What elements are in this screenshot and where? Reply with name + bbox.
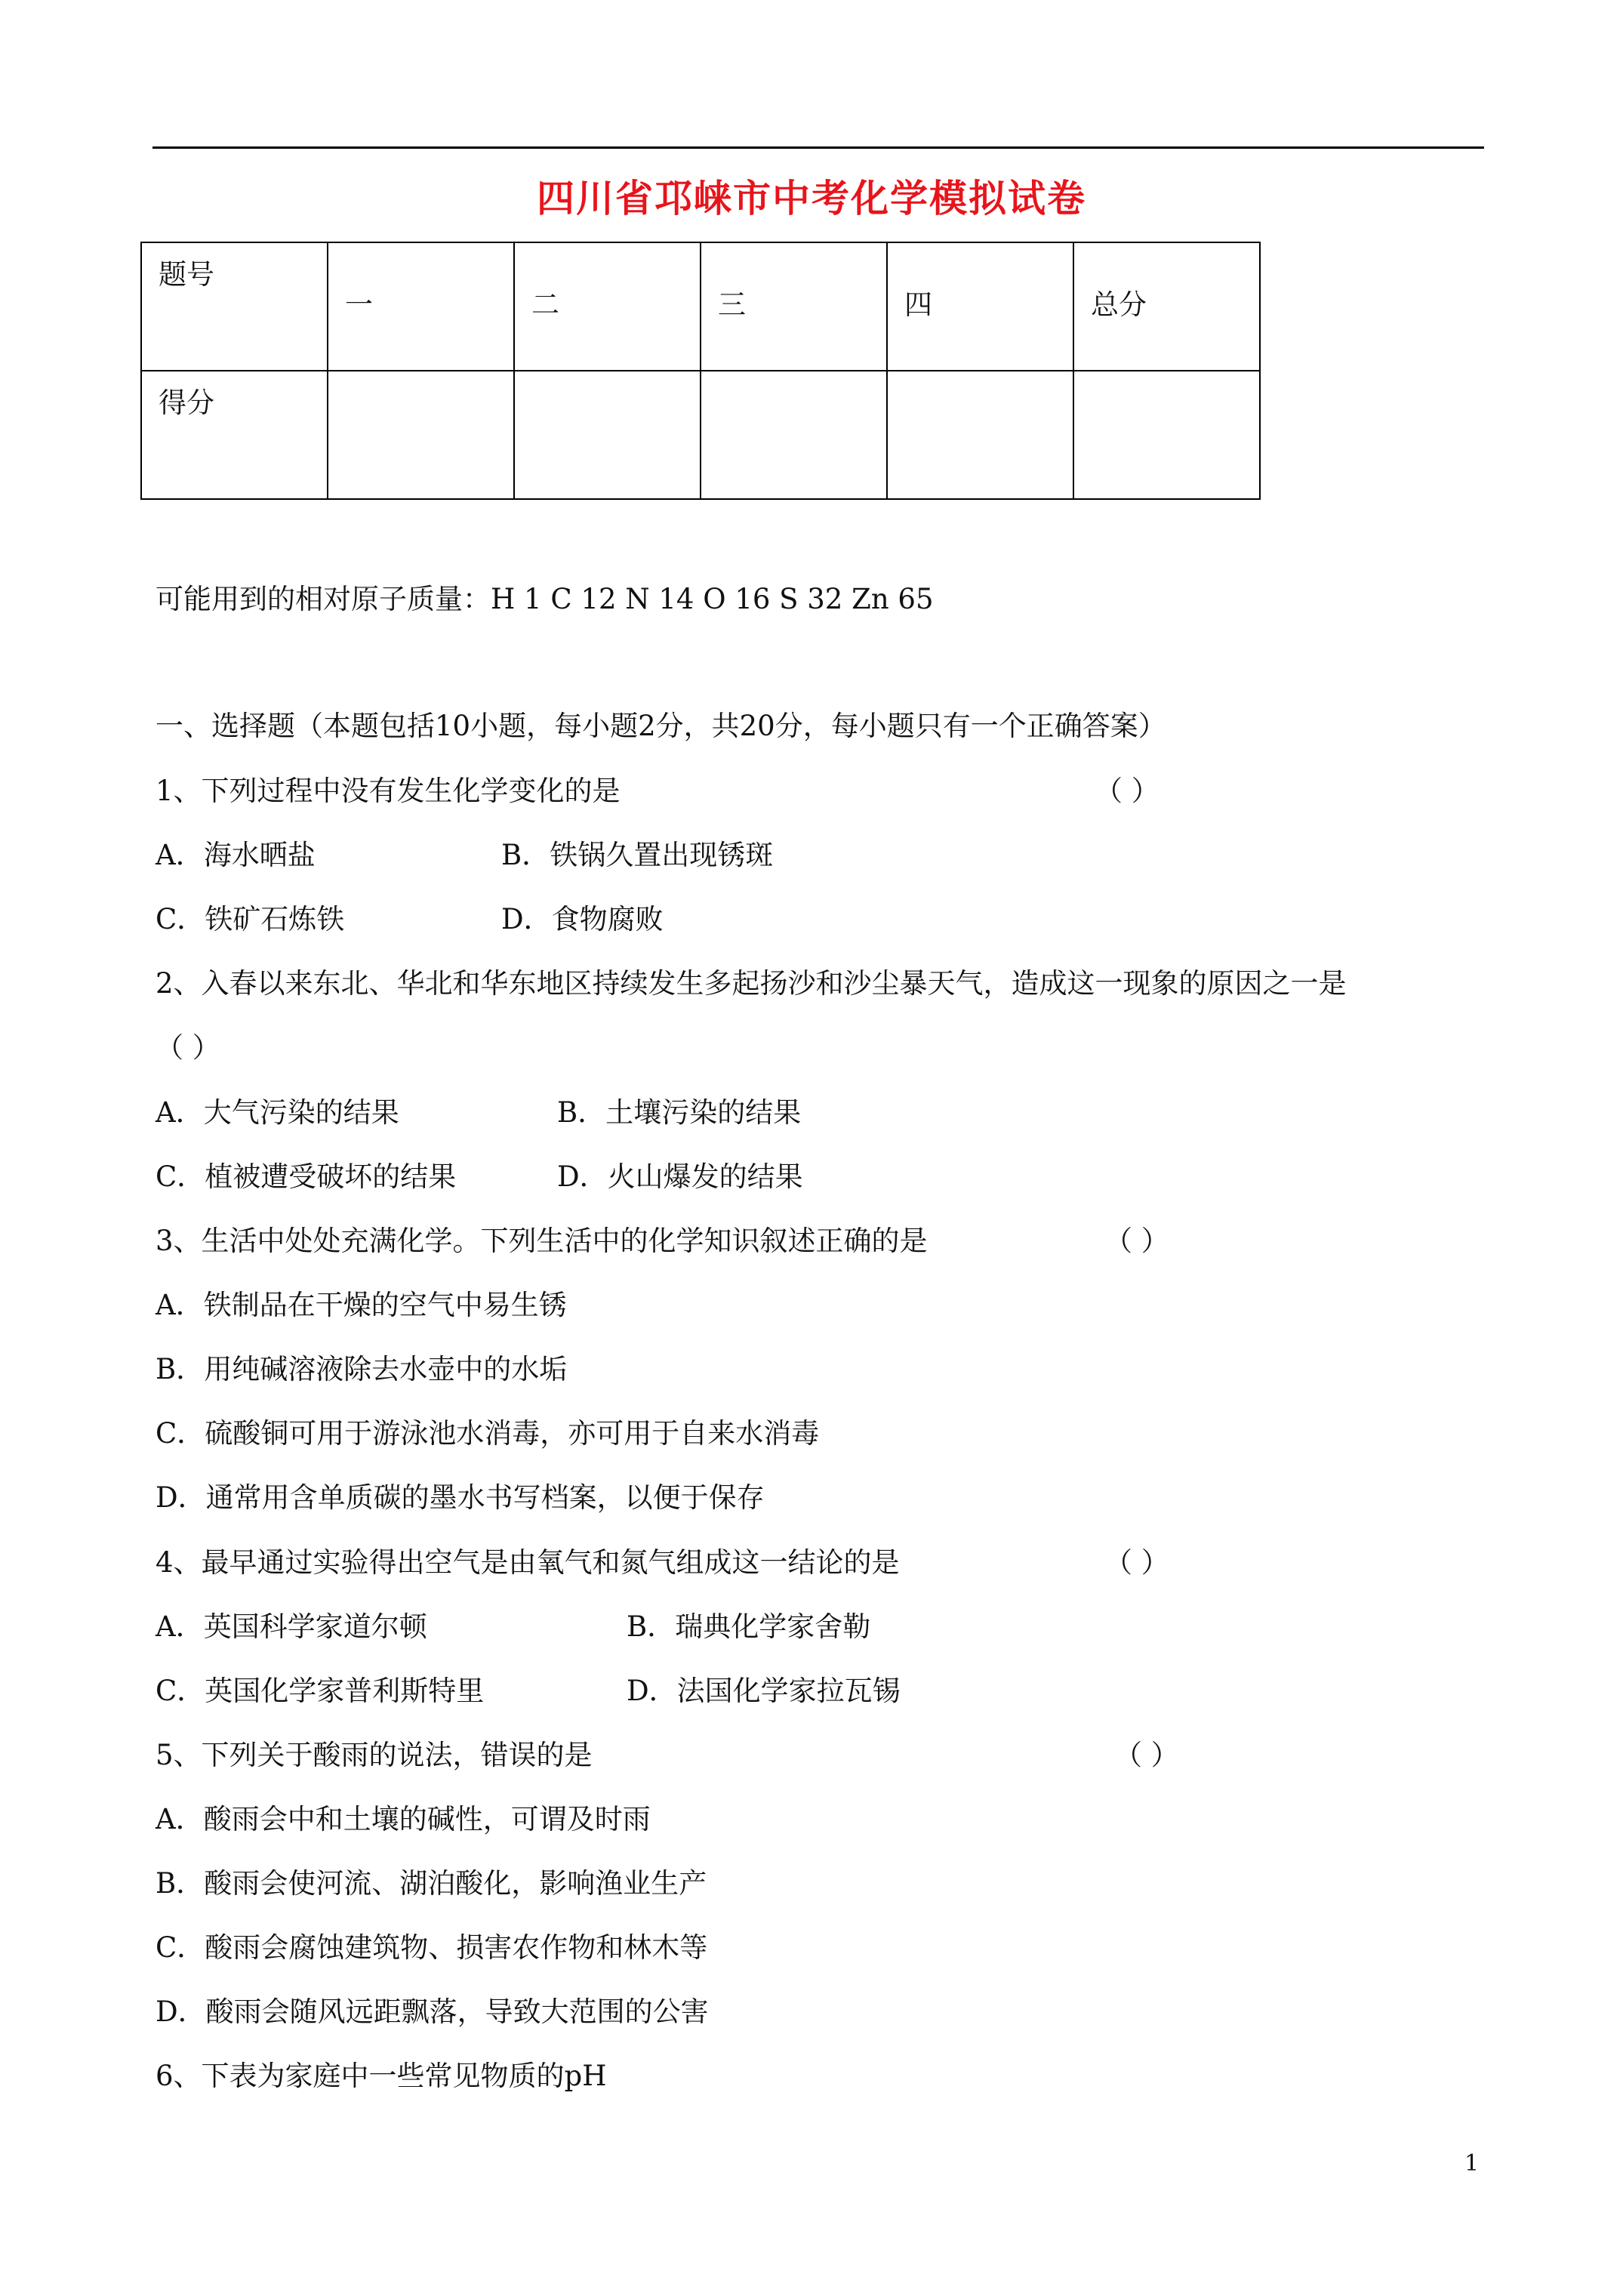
score-table-header-row bbox=[141, 242, 1260, 371]
option-item: B．铁锅久置出现锈斑 bbox=[501, 839, 774, 871]
option-item: B．酸雨会使河流、湖泊酸化，影响渔业生产 bbox=[156, 1867, 707, 1900]
answer-blank: （ ） bbox=[1095, 775, 1160, 807]
option-item: A．酸雨会中和土壤的碱性，可谓及时雨 bbox=[156, 1803, 651, 1835]
atomic-masses-note: 可能用到的相对原子质量：H 1 C 12 N 14 O 16 S 32 Zn 65 bbox=[156, 583, 934, 615]
score-table-header-cell: 四 bbox=[887, 242, 1073, 371]
question-stem: 2、入春以来东北、华北和华东地区持续发生多起扬沙和沙尘暴天气，造成这一现象的原因之一是 bbox=[156, 967, 1347, 1000]
option-item: C．英国化学家普利斯特里 bbox=[156, 1675, 485, 1707]
answer-blank: （ ） bbox=[1104, 1225, 1169, 1257]
score-entry-cell[interactable] bbox=[1073, 371, 1260, 499]
option-item: D．火山爆发的结果 bbox=[557, 1160, 803, 1193]
score-table bbox=[140, 242, 1261, 500]
page-number: 1 bbox=[1464, 2150, 1480, 2177]
question-stem: 4、最早通过实验得出空气是由氧气和氮气组成这一结论的是 bbox=[156, 1546, 900, 1579]
option-item: C．植被遭受破坏的结果 bbox=[156, 1160, 457, 1193]
answer-blank: （ ） bbox=[1114, 1739, 1179, 1771]
option-item: B．土壤污染的结果 bbox=[557, 1096, 802, 1129]
option-item: C．硫酸铜可用于游泳池水消毒，亦可用于自来水消毒 bbox=[156, 1417, 820, 1450]
score-table-header-cell: 三 bbox=[701, 242, 887, 371]
score-entry-cell[interactable] bbox=[328, 371, 514, 499]
option-item: D．食物腐败 bbox=[501, 903, 664, 935]
section-heading: 一、选择题（本题包括10小题，每小题2分，共20分，每小题只有一个正确答案） bbox=[156, 710, 1166, 742]
score-table-header-cell: 题号 bbox=[141, 242, 328, 371]
option-item: B．用纯碱溶液除去水壶中的水垢 bbox=[156, 1353, 568, 1385]
option-item: C．铁矿石炼铁 bbox=[156, 903, 345, 935]
option-item: D．通常用含单质碳的墨水书写档案，以便于保存 bbox=[156, 1481, 765, 1514]
header-rule bbox=[152, 146, 1484, 149]
score-entry-cell[interactable] bbox=[887, 371, 1073, 499]
score-entry-cell[interactable] bbox=[514, 371, 701, 499]
question-stem: 3、生活中处处充满化学。下列生活中的化学知识叙述正确的是 bbox=[156, 1225, 928, 1257]
score-table-header-cell: 总分 bbox=[1073, 242, 1260, 371]
answer-blank: （ ） bbox=[1104, 1546, 1169, 1579]
option-item: D．法国化学家拉瓦锡 bbox=[627, 1675, 901, 1707]
option-item: A．海水晒盐 bbox=[156, 839, 316, 871]
answer-blank: （ ） bbox=[156, 1031, 220, 1064]
option-item: C．酸雨会腐蚀建筑物、损害农作物和林木等 bbox=[156, 1931, 708, 1964]
question-stem: 1、下列过程中没有发生化学变化的是 bbox=[156, 775, 621, 807]
score-entry-cell[interactable] bbox=[701, 371, 887, 499]
score-table-score-label: 得分 bbox=[141, 371, 328, 499]
option-item: D．酸雨会随风远距飘落，导致大范围的公害 bbox=[156, 1996, 709, 2028]
option-item: A．大气污染的结果 bbox=[156, 1096, 399, 1129]
page-title: 四川省邛崃市中考化学模拟试卷 bbox=[537, 176, 1086, 220]
score-table-header-cell: 一 bbox=[328, 242, 514, 371]
option-item: A．铁制品在干燥的空气中易生锈 bbox=[156, 1289, 567, 1321]
question-stem: 5、下列关于酸雨的说法，错误的是 bbox=[156, 1739, 593, 1771]
score-table-header-cell: 二 bbox=[514, 242, 701, 371]
question-stem: 6、下表为家庭中一些常见物质的pH bbox=[156, 2060, 607, 2092]
option-item: A．英国科学家道尔顿 bbox=[156, 1610, 427, 1643]
score-table-score-row bbox=[141, 371, 1260, 499]
option-item: B．瑞典化学家舍勒 bbox=[627, 1610, 871, 1643]
